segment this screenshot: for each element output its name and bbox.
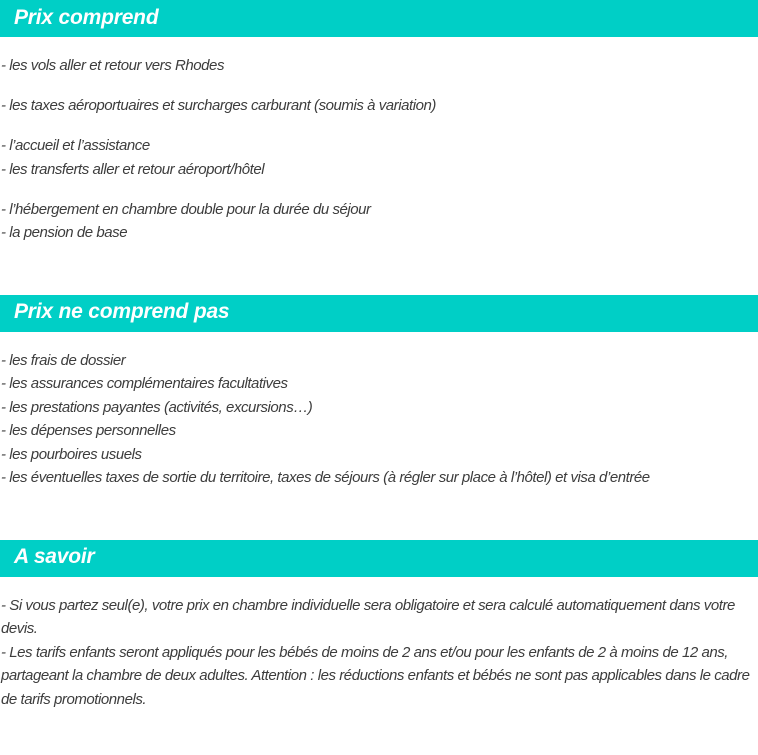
list-item: - les vols aller et retour vers Rhodes: [1, 57, 224, 74]
list-item: - les éventuelles taxes de sortie du territoire, taxes de séjours (à régler sur place à l’hôtel) et visa d’entrée: [1, 469, 650, 486]
list-item: - l’accueil et l’assistance: [1, 137, 150, 154]
section-a-savoir: [0, 540, 758, 712]
section-prix-comprend: [0, 0, 758, 245]
section-header-prix-comprend: [0, 0, 758, 37]
section-title-a-savoir: A savoir: [14, 545, 95, 568]
section-body-prix-ne-comprend-pas: [0, 332, 758, 490]
list-item: - les dépenses personnelles: [1, 422, 176, 439]
section-title-prix-comprend: Prix comprend: [14, 5, 159, 29]
list-item: - les frais de dossier: [1, 351, 126, 369]
list-item: - les taxes aéroportuaires et surcharges carburant (soumis à variation): [1, 97, 436, 114]
section-body-prix-comprend: [0, 37, 758, 245]
section-header-a-savoir: [0, 540, 758, 577]
paragraph: - Les tarifs enfants seront appliqués pour les bébés de moins de 2 ans et/ou pour les enfants de 2 à moins de 12 ans, partageant la chambre de deux adultes. Attention : les réductions enfants et bébés ne sont pas applicables dans le cadre de tarifs promotionnels.: [1, 643, 750, 708]
section-prix-ne-comprend-pas: [0, 295, 758, 490]
list-item: - la pension de base: [1, 224, 128, 241]
list-item: - les assurances complémentaires facultatives: [1, 375, 288, 392]
list-item: - l’hébergement en chambre double pour la durée du séjour: [1, 200, 371, 218]
list-item: - les transferts aller et retour aéroport/hôtel: [1, 160, 265, 178]
section-header-prix-ne-comprend-pas: [0, 295, 758, 332]
list-item: - les prestations payantes (activités, excursions…): [1, 398, 313, 416]
section-body-a-savoir: [0, 577, 758, 712]
list-item: - les pourboires usuels: [1, 445, 142, 463]
section-title-prix-ne-comprend-pas: Prix ne comprend pas: [14, 300, 230, 323]
paragraph: - Si vous partez seul(e), votre prix en chambre individuelle sera obligatoire et sera calculé automatiquement dans votre devis.: [1, 596, 735, 637]
